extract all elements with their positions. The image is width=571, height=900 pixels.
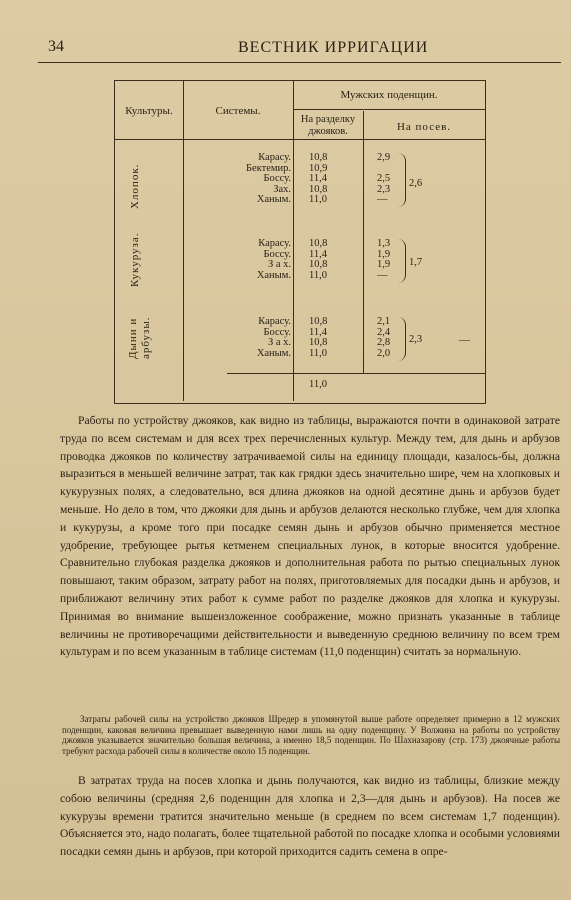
system-name: З а х. — [267, 259, 291, 270]
posev-corn — [377, 239, 399, 281]
system-name: Боссу. — [263, 248, 291, 260]
razdelka-value: 10,8 — [309, 337, 328, 348]
razdelka-value: 10,8 — [309, 183, 328, 195]
razdelka-melons — [309, 317, 349, 359]
razdelka-value: 11,4 — [309, 248, 327, 260]
systems-melons — [201, 317, 291, 359]
razdelka-value: 11,0 — [309, 269, 327, 281]
page-header — [38, 36, 561, 60]
group-label-cotton: Хлопок. — [129, 163, 141, 209]
avg-melons: 2,3 — [409, 334, 423, 345]
system-name: Карасу. — [258, 316, 291, 327]
razdelka-value: 10,8 — [309, 316, 328, 327]
system-name: Ханым. — [256, 269, 291, 281]
table-vline — [293, 81, 294, 401]
footnote: Затраты рабочей силы на устройство джояков Шредер в упомянутой выше работе определяет примерно в 12 мужских поденщин, каковая величина превышает выведенную нами лишь на одну поденщину. У Волжина на работы по устройству джояков указывается значительно большая величина, а именно 18,5 поденщин. По Шахназарову (стр. 173) джоячные работы требуют расхода рабочей силы в количестве около 15 поденщин. — [62, 714, 560, 756]
system-name: Боссу. — [263, 326, 291, 338]
group-label-melons: Дыни и арбузы. — [127, 316, 152, 360]
system-name: Карасу. — [258, 238, 291, 249]
avg-cotton: 2,6 — [409, 178, 423, 189]
posev-value: 2,3 — [377, 183, 391, 195]
posev-value: 2,0 — [377, 347, 391, 359]
header-workdays: Мужских поденщин. — [340, 89, 438, 101]
header-razdelka: На разделку джояков. — [300, 114, 356, 137]
razdelka-value: 11,4 — [309, 173, 327, 184]
page-number: 34 — [48, 38, 64, 55]
razdelka-cotton — [309, 153, 349, 206]
brace-corn — [397, 239, 406, 283]
posev-value: 2,5 — [377, 173, 391, 184]
razdelka-value: 10,8 — [309, 152, 328, 163]
posev-value: 1,3 — [377, 238, 391, 249]
razdelka-value: 11,4 — [309, 326, 327, 338]
group-label-corn: Кукуруза. — [129, 232, 141, 288]
header-culture: Культуры. — [125, 105, 173, 117]
brace-cotton — [397, 153, 406, 207]
system-name: Бектемир. — [245, 162, 291, 174]
system-name: Ханым. — [256, 194, 291, 205]
table-hline — [227, 373, 485, 374]
systems-corn — [201, 239, 291, 281]
systems-cotton — [201, 153, 291, 206]
header-systems: Системы. — [215, 105, 261, 117]
posev-value: 1,9 — [377, 259, 391, 270]
table-hline — [293, 109, 485, 110]
table-vline — [363, 111, 364, 373]
razdelka-value: 10,9 — [309, 162, 328, 174]
posev-cotton — [377, 153, 399, 206]
razdelka-corn — [309, 239, 349, 281]
posev-value: 2,9 — [377, 152, 391, 163]
system-name: Карасу. — [258, 152, 291, 163]
header-rule — [38, 62, 561, 63]
table-total: 11,0 — [309, 379, 327, 390]
posev-value: — — [377, 269, 388, 281]
paragraph-1: Работы по устройству джояков, как видно из таблицы, выражаются почти в одинаковой затрате труда по всем системам и для всех трех перечисленных культур. Между тем, для дынь и арбузов проводка джояков по количеству затрачиваемой силы на единицу площади, казалось-бы, должна выразиться в меньшей величине затрат, так как грядки здесь значительно шире, чем на хлопковых и кукурузных полях, а следовательно, вся длина джояков на одной десятине дынь и арбузов будет меньше. Но дело в том, что джояки для дынь и арбузов делаются несколько глубже, чем для хлопка и кукурузы, а кроме того при посадке семян дынь и арбузов обычно применяется местное удобрение, требующее рытья кетменем специальных лунок, в которые вносится удобрение. Сравнительно глубокая разделка джояков и дополнительная работа по рытью специальных лунок повышают, таким образом, затрату работ на полях, приготовляемых для посадки дынь и арбузов, и приближают величину этих работ к сумме работ по разделке джояков для хлопка и кукурузы. Принимая во внимание вышеизложенное соображение, можно признать указанные в таблице величины не противоречащими действительности и выведенную среднюю величину по всем трем культурам и по всем указанным в таблице системам (11,0 поденщин) считать за нормальную. — [60, 414, 560, 659]
journal-title: ВЕСТНИК ИРРИГАЦИИ — [238, 39, 429, 56]
posev-melons — [377, 317, 399, 359]
table-hline — [115, 139, 485, 140]
system-name: Боссу. — [263, 173, 291, 184]
razdelka-value: 10,8 — [309, 259, 328, 270]
posev-value: 2,8 — [377, 337, 391, 348]
brace-melons — [397, 317, 406, 361]
system-name: Ханым. — [256, 347, 291, 359]
table-vline — [183, 81, 184, 401]
header-posev: На посев. — [396, 121, 452, 133]
trailing-dash: — — [459, 334, 470, 346]
razdelka-value: 10,8 — [309, 238, 328, 249]
paragraph-2: В затратах труда на посев хлопка и дынь получаются, как видно из таблицы, близкие между собою величины (средняя 2,6 поденщин для хлопка и 2,3—для дынь и арбузов). На посев же кукурузы времени тратится значительно меньше (в среднем по всем системам 1,7 поденщин). Объясняется это, надо полагать, более тщательной работой по посадке хлопка и особыми условиями посадки семян дынь и арбузов, при которой приходится садить семена в опре- — [60, 774, 560, 859]
posev-value: 2,1 — [377, 316, 391, 327]
razdelka-value: 11,0 — [309, 194, 327, 205]
razdelka-value: 11,0 — [309, 347, 327, 359]
posev-value: 2,4 — [377, 326, 391, 338]
avg-corn: 1,7 — [409, 257, 423, 268]
posev-value: 1,9 — [377, 248, 391, 260]
system-name: Зах. — [273, 183, 291, 195]
posev-value: — — [377, 194, 388, 205]
workdays-table — [114, 80, 486, 404]
system-name: З а х. — [267, 337, 291, 348]
